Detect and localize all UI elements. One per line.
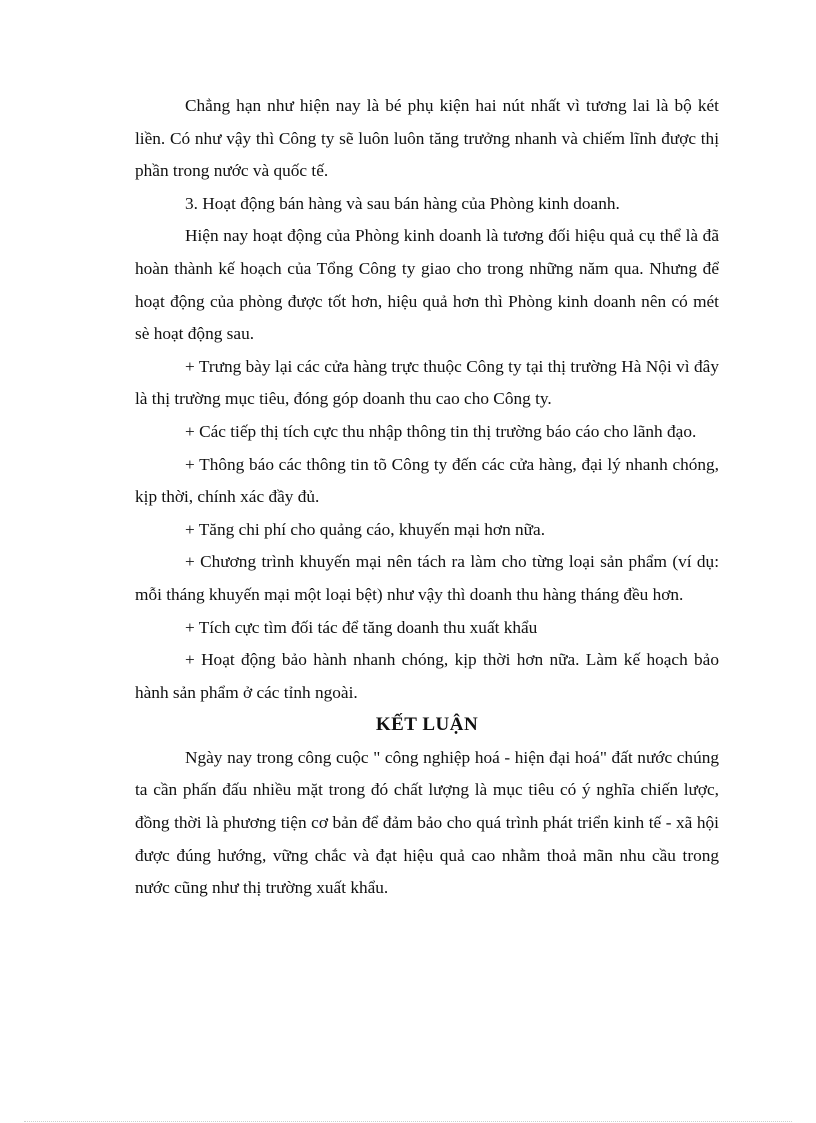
paragraph-conclusion: Ngày nay trong công cuộc " công nghiệp hoá - hiện đại hoá" đất nước chúng ta cần phấn đấu nhiều mặt trong đó chất lượng là mục tiêu có ý nghĩa chiến lược, đồng thời là phương tiện cơ bản để đảm bảo cho quá trình phát triển kinh tế - xã hội được đúng hướng, vững chắc và đạt hiệu quả cao nhằm thoả mãn nhu cầu trong nước cũng như thị trường xuất khẩu. — [135, 747, 719, 898]
conclusion-heading: KẾT LUẬN — [375, 714, 479, 736]
list-item-inform-stores: + Thông báo các thông tin tõ Công ty đến các cửa hàng, đại lý nhanh chóng, kịp thời, chính xác đầy đủ. — [135, 454, 719, 507]
paragraph-intro: Chẳng hạn như hiện nay là bé phụ kiện hai nút nhất vì tương lai là bộ két liền. Có như vậy thì Công ty sẽ luôn luôn tăng trưởng nhanh và chiếm lĩnh được thị phần trong nước và quốc tế. — [135, 96, 719, 181]
list-item-export-partners: + Tích cực tìm đối tác để tăng doanh thu xuất khẩu — [185, 617, 538, 637]
list-item-promotion-program: + Chương trình khuyến mại nên tách ra làm cho từng loại sản phẩm (ví dụ: mỗi tháng khuyến mại một loại bệt) như vậy thì doanh thu hàng tháng đều hơn. — [135, 552, 719, 604]
section-title-sales: 3. Hoạt động bán hàng và sau bán hàng của Phòng kinh doanh. — [185, 193, 620, 213]
paragraph-sales-status: Hiện nay hoạt động của Phòng kinh doanh là tương đối hiệu quả cụ thể là đã hoàn thành kế hoạch của Tổng Công ty giao cho trong những năm qua. Nhưng để hoạt động của phòng được tốt hơn, hiệu quả hơn thì Phòng kinh doanh nên có mét sè hoạt động sau. — [135, 226, 719, 344]
document-body — [135, 90, 719, 905]
list-item-market-research: + Các tiếp thị tích cực thu nhập thông tin thị trường báo cáo cho lãnh đạo. — [185, 421, 697, 441]
list-item-warranty: + Hoạt động bảo hành nhanh chóng, kịp thời hơn nữa. Làm kế hoạch bảo hành sản phẩm ở các tỉnh ngoài. — [135, 650, 719, 702]
page-bottom-divider — [24, 1121, 792, 1122]
list-item-advertising: + Tăng chi phí cho quảng cáo, khuyến mại hơn nữa. — [185, 519, 546, 539]
list-item-display-stores: + Trưng bày lại các cửa hàng trực thuộc Công ty tại thị trường Hà Nội vì đây là thị trường mục tiêu, đóng góp doanh thu cao cho Công ty. — [135, 356, 719, 409]
